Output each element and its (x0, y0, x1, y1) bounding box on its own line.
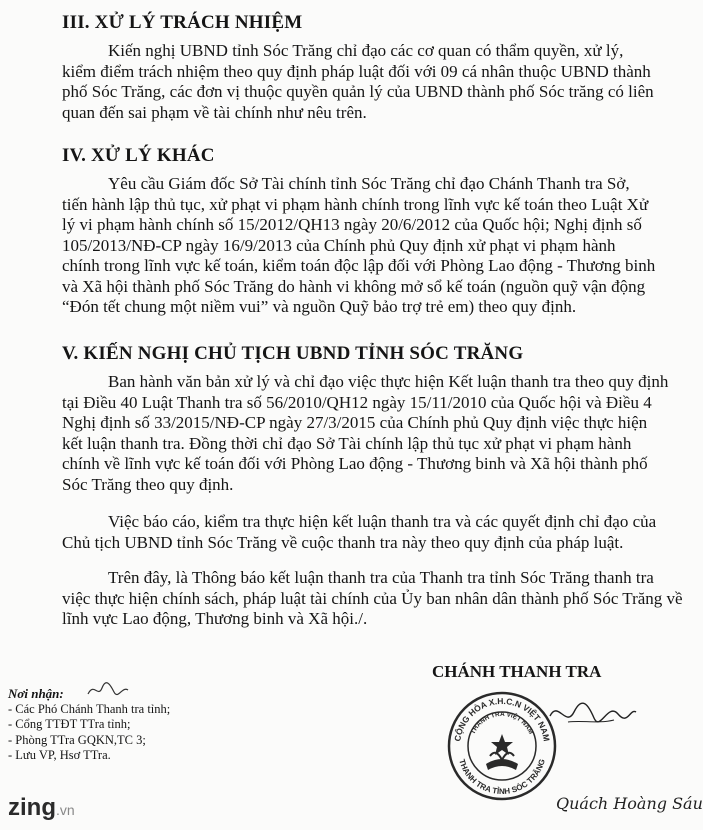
report-paragraph (62, 512, 657, 553)
text-line: Ban hành văn bản xử lý và chỉ đạo việc thực hiện Kết luận thanh tra theo quy định (108, 372, 669, 391)
recipient-item: - Các Phó Chánh Thanh tra tỉnh; (8, 701, 171, 716)
text-line: tiến hành lập thủ tục, xử phạt vi phạm hành chính trong lĩnh vực kế toán theo Luật Xử (62, 194, 649, 214)
signature-scribble (548, 694, 638, 734)
text-line: lý vi phạm hành chính số 15/2012/QH13 ngày 20/6/2012 của Quốc hội; Nghị định số (62, 215, 642, 234)
text-line: kiểm điểm trách nhiệm theo quy định pháp luật đối với 09 cá nhân thuộc UBND thành (62, 61, 651, 81)
recipient-item: - Cổng TTĐT TTra tỉnh; (8, 717, 131, 731)
recipient-item: - Lưu VP, Hsơ TTra. (8, 748, 111, 762)
text-line: “Đón tết chung một niềm vui” và nguồn Quỹ bảo trợ trẻ em) theo quy định. (62, 297, 577, 316)
text-line: Chủ tịch UBND tỉnh Sóc Trăng về cuộc thanh tra này theo quy định của pháp luật. (62, 532, 624, 552)
seal-outer-text: CỘNG HÒA X.H.C.N VIỆT NAM (452, 695, 552, 743)
section-3-heading: III. XỬ LÝ TRÁCH NHIỆM (62, 12, 303, 33)
text-line: Việc báo cáo, kiểm tra thực hiện kết luận thanh tra và các quyết định chỉ đạo của (108, 512, 657, 531)
text-line: quan đến sai phạm về tài chính như nêu trên. (62, 102, 367, 122)
text-line: Yêu cầu Giám đốc Sở Tài chính tỉnh Sóc Trăng chỉ đạo Chánh Thanh tra Sở, (108, 174, 630, 193)
text-line: kết luận thanh tra. Đồng thời chỉ đạo Sở Tài chính lập thủ tục xử phạt vi phạm hành (62, 433, 632, 453)
text-line: chính trong lĩnh vực kế toán, kiểm toán độc lập đối với Phòng Lao động - Thương binh (62, 256, 656, 275)
closing-paragraph (62, 568, 683, 630)
text-line: và Xã hội thành phố Sóc Trăng do hành vi không mở sổ kế toán (nguồn quỹ vận động (62, 276, 646, 296)
section-4-paragraph (62, 174, 656, 318)
signature-title: CHÁNH THANH TRA (432, 662, 602, 681)
text-line: tại Điều 40 Luật Thanh tra số 56/2010/QH12 ngày 15/11/2010 của Quốc hội và Điều 4 (62, 392, 652, 412)
logo-suffix: .vn (56, 802, 75, 818)
logo-main: zing (8, 794, 56, 821)
section-5-heading: V. KIẾN NGHỊ CHỦ TỊCH UBND TỈNH SÓC TRĂNG (62, 343, 524, 364)
section-5-paragraph (62, 372, 669, 495)
section-4-heading: IV. XỬ LÝ KHÁC (62, 145, 215, 166)
text-line: 105/2013/NĐ-CP ngày 16/9/2013 của Chính phủ Quy định xử phạt vi phạm hành (62, 235, 616, 255)
official-seal-icon (446, 690, 558, 802)
text-line: Kiến nghị UBND tỉnh Sóc Trăng chỉ đạo các cơ quan có thẩm quyền, xử lý, (108, 41, 624, 60)
svg-text:THANH TRA VIỆT NAM (470, 711, 535, 735)
seal-bottom-text: THANH TRA TỈNH SÓC TRĂNG (457, 758, 547, 797)
recipient-item: - Phòng TTra GQKN,TC 3; (8, 732, 146, 747)
text-line: lĩnh vực Lao động, Thương binh và Xã hội./. (62, 609, 368, 628)
text-line: việc thực hiện chính sách, pháp luật tài chính của Ủy ban nhân dân thành phố Sóc Trăng về (62, 588, 683, 608)
recipients-title: Nơi nhận: (8, 686, 64, 701)
initials-scribble (86, 680, 130, 700)
section-3-paragraph (62, 41, 654, 123)
text-line: Nghị định số 33/2015/NĐ-CP ngày 27/3/2015 của Chính phủ Quy định việc thực hiện (62, 413, 648, 432)
text-line: Sóc Trăng theo quy định. (62, 474, 234, 494)
text-line: chính về lĩnh vực kế toán đối với Phòng Lao động - Thương binh và Xã hội thành phố (62, 454, 648, 473)
zing-logo (8, 794, 75, 822)
signer-name: Quách Hoàng Sáu (556, 794, 703, 813)
seal-inner-text: THANH TRA VIỆT NAM (469, 710, 535, 736)
text-line: Trên đây, là Thông báo kết luận thanh tra của Thanh tra tỉnh Sóc Trăng thanh tra (108, 568, 654, 587)
text-line: phố Sóc Trăng, các đơn vị thuộc quyền quản lý của UBND thành phố Sóc trăng có liên (62, 82, 654, 101)
